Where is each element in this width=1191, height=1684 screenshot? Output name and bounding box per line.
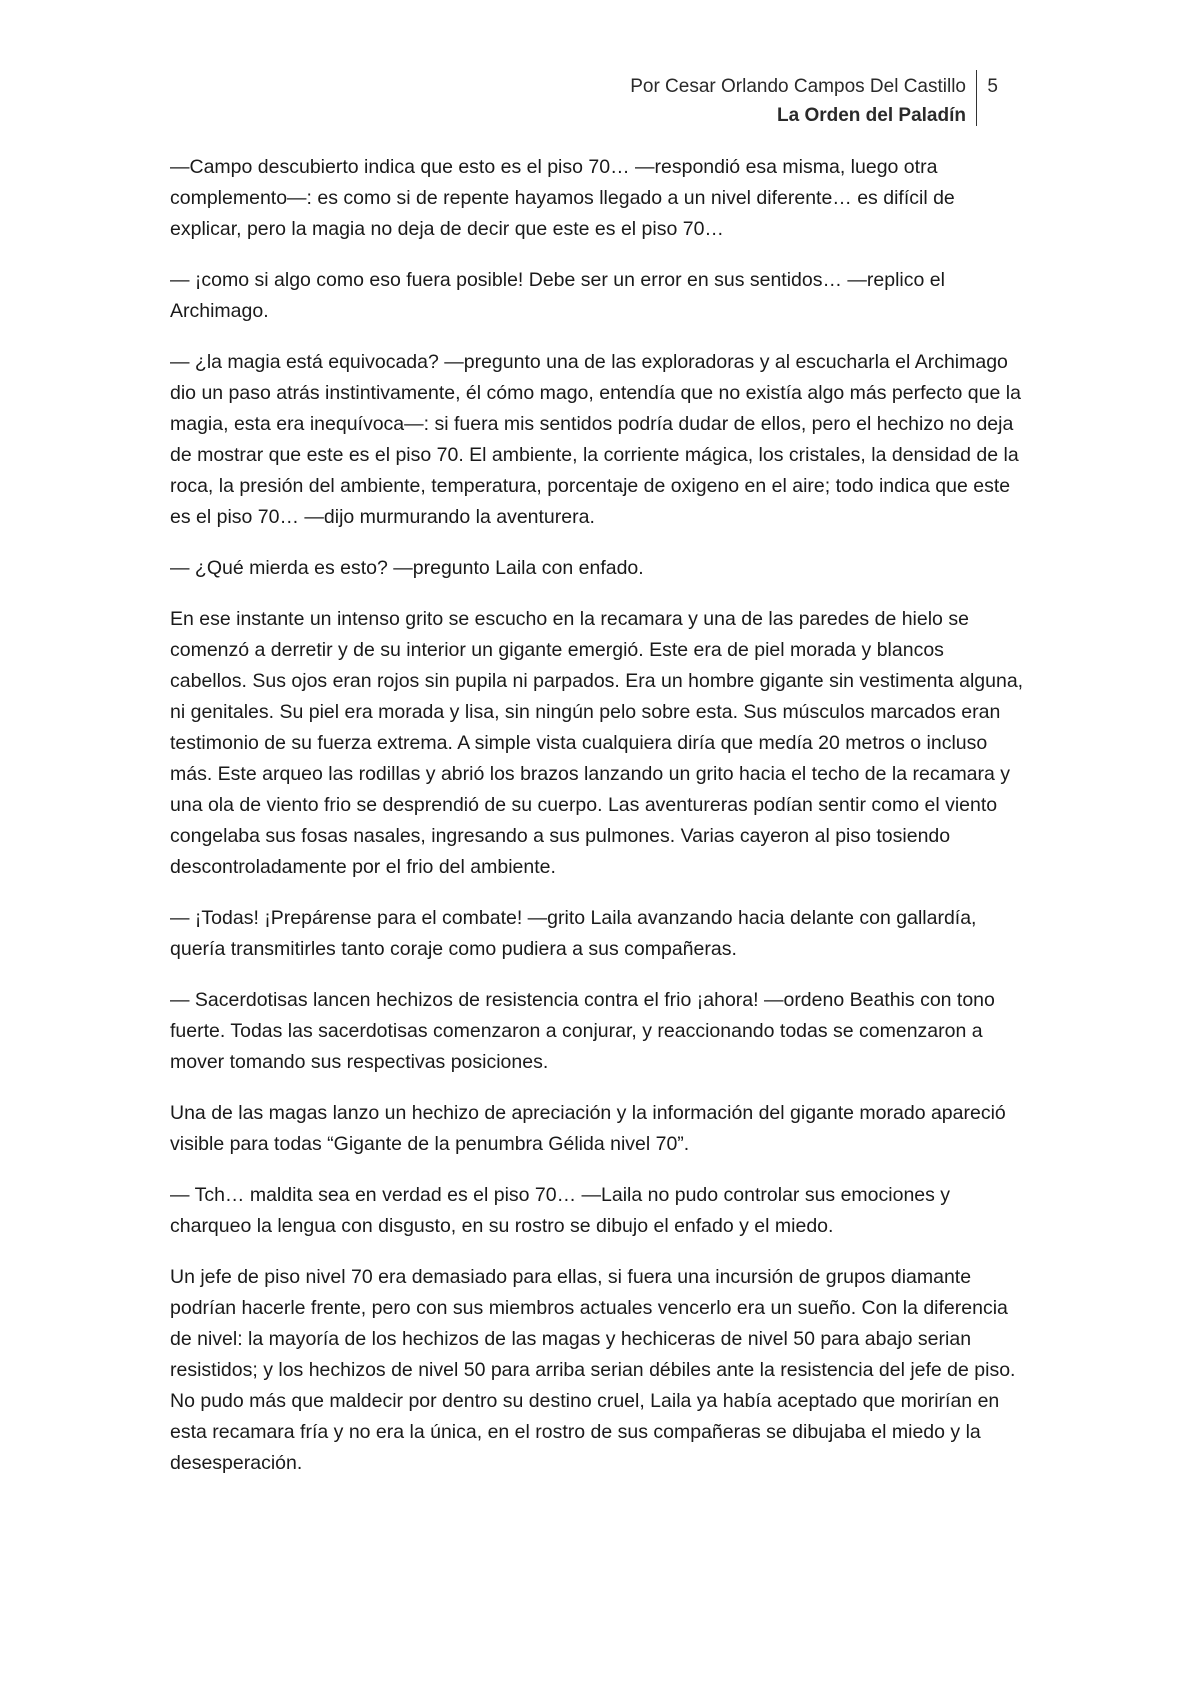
- paragraph: Una de las magas lanzo un hechizo de apreciación y la información del gigante morado apareció visible para todas “Gigante de la penumbra Gélida nivel 70”.: [170, 1102, 1006, 1155]
- paragraph: —Campo descubierto indica que esto es el piso 70… —respondió esa misma, luego otra complemento—: es como si de repente hayamos llegado a un nivel diferente… es difícil de explicar, pero la magia no deja de decir que este es el piso 70…: [170, 156, 955, 240]
- page-header: [560, 64, 1020, 124]
- paragraph: — Sacerdotisas lancen hechizos de resistencia contra el frio ¡ahora! —ordeno Beathis con tono fuerte. Todas las sacerdotisas comenzaron a conjurar, y reaccionando todas se comenzaron a mover tomando sus respectivas posiciones.: [170, 989, 995, 1073]
- paragraph: Un jefe de piso nivel 70 era demasiado para ellas, si fuera una incursión de grupos diamante podrían hacerle frente, pero con sus miembros actuales vencerlo era un sueño. Con la diferencia de nivel: la mayoría de los hechizos de las magas y hechiceras de nivel 50 para abajo serian resistidos; y los hechizos de nivel 50 para arriba serian débiles ante la resistencia del jefe de piso. No pudo más que maldecir por dentro su destino cruel, Laila ya había aceptado que morirían en esta recamara fría y no era la única, en el rostro de sus compañeras se dibujaba el miedo y la desesperación.: [170, 1266, 1016, 1474]
- header-book-title: La Orden del Paladín: [777, 105, 966, 126]
- paragraph: — ¿la magia está equivocada? —pregunto una de las exploradoras y al escucharla el Archimago dio un paso atrás instintivamente, él cómo mago, entendía que no existía algo más perfecto que la magia, esta era inequívoca—: si fuera mis sentidos podría dudar de ellos, pero el hechizo no deja de mostrar que este es el piso 70. El ambiente, la corriente mágica, los cristales, la densidad de la roca, la presión del ambiente, temperatura, porcentaje de oxigeno en el aire; todo indica que este es el piso 70… —dijo murmurando la aventurera.: [170, 351, 1021, 528]
- paragraph: — ¡Todas! ¡Prepárense para el combate! —grito Laila avanzando hacia delante con gallardía, quería transmitirles tanto coraje como pudiera a sus compañeras.: [170, 907, 977, 960]
- page-body: [170, 152, 1026, 1499]
- paragraph: — ¡como si algo como eso fuera posible! Debe ser un error en sus sentidos… —replico el Archimago.: [170, 269, 945, 322]
- header-author: Por Cesar Orlando Campos Del Castillo: [630, 76, 966, 97]
- paragraph: — Tch… maldita sea en verdad es el piso 70… —Laila no pudo controlar sus emociones y charqueo la lengua con disgusto, en su rostro se dibujo el enfado y el miedo.: [170, 1184, 951, 1237]
- header-divider: [976, 70, 977, 126]
- paragraph: — ¿Qué mierda es esto? —pregunto Laila con enfado.: [170, 557, 644, 579]
- header-text: [630, 72, 966, 130]
- page-number: 5: [987, 76, 998, 97]
- paragraph: En ese instante un intenso grito se escucho en la recamara y una de las paredes de hielo se comenzó a derretir y de su interior un gigante emergió. Este era de piel morada y blancos cabellos. Sus ojos eran rojos sin pupila ni parpados. Era un hombre gigante sin vestimenta alguna, ni genitales. Su piel era morada y lisa, sin ningún pelo sobre esta. Sus músculos marcados eran testimonio de su fuerza extrema. A simple vista cualquiera diría que medía 20 metros o incluso más. Este arqueo las rodillas y abrió los brazos lanzando un grito hacia el techo de la recamara y una ola de viento frio se desprendió de su cuerpo. Las aventureras podían sentir como el viento congelaba sus fosas nasales, ingresando a sus pulmones. Varias cayeron al piso tosiendo descontroladamente por el frio del ambiente.: [170, 608, 1024, 878]
